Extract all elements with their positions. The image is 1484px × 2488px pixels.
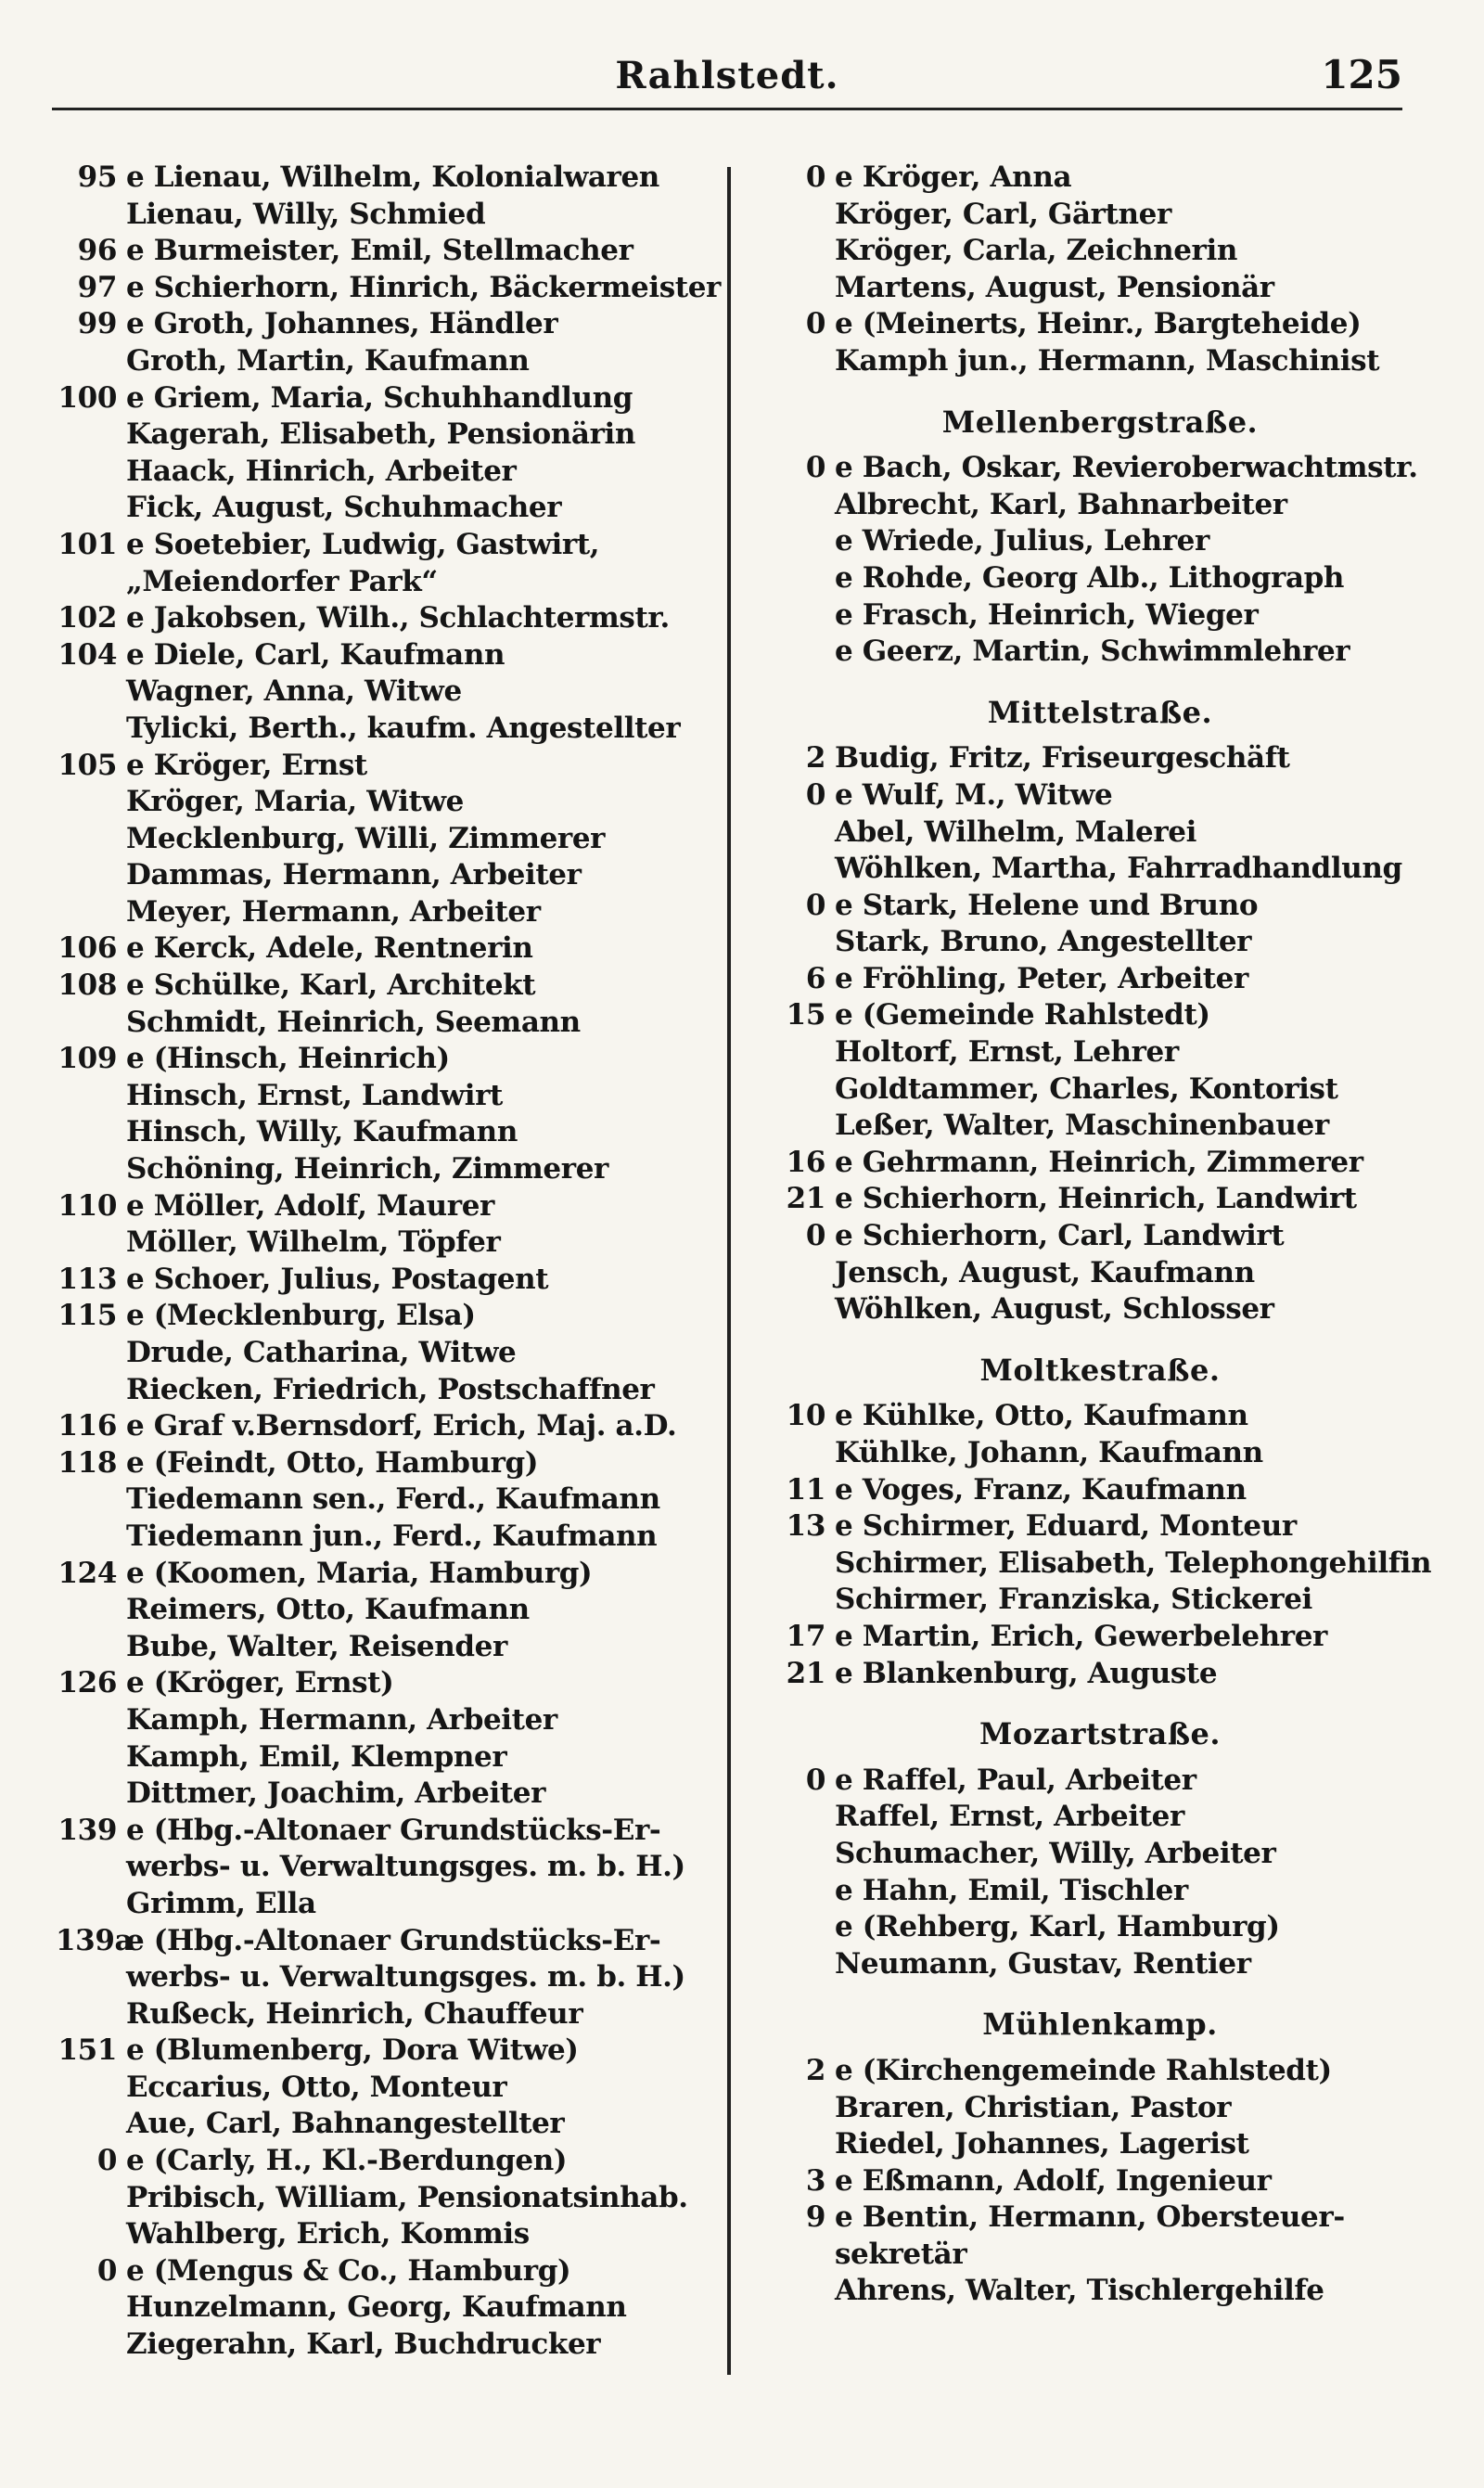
directory-entry (56, 2070, 720, 2107)
directory-entry (770, 634, 1430, 671)
entry-text: Hunzelmann, Georg, Kaufmann (126, 2290, 627, 2325)
directory-entry (56, 1481, 720, 1519)
directory-entry (56, 1592, 720, 1629)
directory-entry (770, 1472, 1430, 1509)
house-number: 0 (805, 1219, 825, 1253)
entry-text: Eccarius, Otto, Monteur (126, 2070, 507, 2104)
directory-entry (770, 1799, 1430, 1836)
entry-text: Ahrens, Walter, Tischlergehilfe (835, 2274, 1324, 2308)
entry-text: e Schülke, Karl, Architekt (126, 968, 536, 1003)
directory-entry (770, 2199, 1430, 2237)
directory-entry (56, 1996, 720, 2033)
entry-text: e (Gemeinde Rahlstedt) (835, 998, 1210, 1032)
house-number: 102 (58, 601, 117, 635)
entry-text: e Stark, Helene und Bruno (835, 888, 1259, 922)
directory-entry (56, 1041, 720, 1078)
directory-entry (56, 1188, 720, 1225)
house-number: 0 (805, 160, 825, 194)
directory-entry (770, 851, 1430, 888)
directory-entry (56, 1665, 720, 1702)
entry-text: Leßer, Walter, Maschinenbauer (835, 1109, 1329, 1143)
directory-entry (770, 1763, 1430, 1800)
entry-text: Wagner, Anna, Witwe (126, 674, 462, 709)
entry-text: e Frasch, Heinrich, Wieger (835, 597, 1259, 632)
directory-entry (770, 306, 1430, 343)
directory-entry (770, 961, 1430, 998)
entry-text: Kühlke, Johann, Kaufmann (835, 1436, 1263, 1469)
directory-entry (770, 1435, 1430, 1472)
entry-text: „Meiendorfer Park“ (126, 564, 438, 598)
entry-text: e Graf v.Bernsdorf, Erich, Maj. a.D. (126, 1409, 677, 1443)
house-number: 0 (805, 777, 825, 812)
left-column (56, 160, 720, 2364)
entry-text: Kröger, Carla, Zeichnerin (835, 234, 1238, 268)
directory-entry (770, 2273, 1430, 2310)
directory-entry (770, 997, 1430, 1034)
entry-text: e (Hbg.-Altonaer Grundstücks-Er- (126, 1813, 661, 1847)
directory-entry (56, 417, 720, 454)
street-heading: Mühlenkamp. (982, 2007, 1218, 2043)
entry-text: Haack, Hinrich, Arbeiter (126, 454, 517, 488)
entry-text: e Gehrmann, Heinrich, Zimmerer (835, 1145, 1363, 1179)
entry-text: Tiedemann sen., Ferd., Kaufmann (126, 1482, 660, 1517)
entry-text: e Kerck, Adele, Rentnerin (126, 931, 533, 966)
directory-entry (56, 748, 720, 785)
entry-text: Schumacher, Willy, Arbeiter (835, 1836, 1276, 1870)
house-number: 0 (805, 1763, 825, 1797)
house-number: 139a (56, 1923, 134, 1957)
directory-entry (770, 1836, 1430, 1873)
directory-entry (56, 1151, 720, 1188)
entry-text: Wahlberg, Erich, Kommis (126, 2217, 530, 2251)
entry-text: e (Mengus & Co., Hamburg) (126, 2253, 571, 2288)
directory-entry (56, 1408, 720, 1445)
entry-text: e (Meinerts, Heinr., Bargteheide) (835, 307, 1362, 341)
entry-text: Dittmer, Joachim, Arbeiter (126, 1776, 546, 1811)
directory-entry (770, 1946, 1430, 1983)
house-number: 17 (786, 1619, 825, 1653)
house-number: 116 (58, 1409, 117, 1443)
directory-entry (56, 2327, 720, 2364)
directory-entry (770, 1034, 1430, 1071)
entry-text: Fick, August, Schuhmacher (126, 491, 562, 525)
directory-entry (56, 490, 720, 527)
entry-text: Wöhlken, August, Schlosser (835, 1292, 1274, 1327)
entry-text: e (Blumenberg, Dora Witwe) (126, 2033, 579, 2068)
entry-text: e Rohde, Georg Alb., Lithograph (835, 560, 1345, 595)
entry-text: Meyer, Hermann, Arbeiter (126, 894, 541, 929)
directory-entry (770, 1071, 1430, 1109)
entry-text: e Eßmann, Adolf, Ingenieur (835, 2163, 1272, 2198)
directory-entry (56, 2033, 720, 2070)
house-number: 96 (77, 234, 117, 268)
entry-text: werbs- u. Verwaltungsges. m. b. H.) (126, 1960, 685, 1994)
entry-text: Kagerah, Elisabeth, Pensionärin (126, 417, 636, 452)
entry-text: Budig, Fritz, Friseurgeschäft (835, 741, 1290, 776)
house-number: 9 (805, 2200, 825, 2235)
entry-text: e Schierhorn, Hinrich, Bäckermeister (126, 270, 721, 304)
directory-entry (770, 1545, 1430, 1583)
entry-text: e (Hbg.-Altonaer Grundstücks-Er- (126, 1923, 661, 1957)
entry-text: e (Carly, H., Kl.-Berdungen) (126, 2144, 568, 2178)
directory-entry (56, 1335, 720, 1372)
directory-entry (770, 814, 1430, 852)
entry-text: Tiedemann jun., Ferd., Kaufmann (126, 1519, 658, 1553)
entry-text: Neumann, Gustav, Rentier (835, 1946, 1251, 1981)
entry-text: Riecken, Friedrich, Postschaffner (126, 1372, 655, 1406)
directory-entry (770, 1218, 1430, 1255)
directory-entry (770, 487, 1430, 524)
directory-entry (56, 1702, 720, 1739)
directory-entry (56, 2253, 720, 2290)
directory-entry (56, 1372, 720, 1409)
entry-text: e Fröhling, Peter, Arbeiter (835, 961, 1248, 995)
directory-entry (770, 1582, 1430, 1619)
house-number: 118 (58, 1445, 117, 1480)
entry-text: Holtorf, Ernst, Lehrer (835, 1035, 1179, 1070)
directory-entry (56, 1556, 720, 1593)
entry-text: Stark, Bruno, Angestellter (835, 925, 1252, 959)
house-number: 104 (58, 637, 117, 672)
directory-entry (56, 306, 720, 343)
entry-text: e (Kröger, Ernst) (126, 1666, 394, 1700)
house-number: 95 (77, 160, 117, 194)
house-number: 97 (77, 270, 117, 304)
directory-entry (56, 1078, 720, 1115)
house-number: 0 (805, 888, 825, 922)
house-number: 10 (786, 1399, 825, 1433)
directory-entry (770, 1181, 1430, 1218)
entry-text: Tylicki, Berth., kaufm. Angestellter (126, 711, 681, 745)
entry-text: Drude, Catharina, Witwe (126, 1336, 517, 1369)
entry-text: werbs- u. Verwaltungsges. m. b. H.) (126, 1850, 685, 1884)
directory-entry (770, 2163, 1430, 2200)
directory-entry (56, 821, 720, 858)
house-number: 108 (58, 968, 117, 1003)
directory-entry (56, 673, 720, 711)
directory-entry (56, 2289, 720, 2327)
directory-entry (56, 711, 720, 748)
page-title: Rahlstedt. (615, 54, 839, 97)
entry-text: Riedel, Johannes, Lagerist (835, 2127, 1249, 2161)
house-number: 2 (805, 2053, 825, 2087)
directory-entry (56, 2143, 720, 2180)
entry-text: e (Kirchengemeinde Rahlstedt) (835, 2053, 1332, 2087)
directory-entry (770, 1508, 1430, 1545)
entry-text: Mecklenburg, Willi, Zimmerer (126, 821, 606, 855)
directory-entry (770, 450, 1430, 487)
directory-entry (770, 233, 1430, 270)
entry-text: sekretär (835, 2237, 967, 2271)
directory-entry (56, 160, 720, 197)
street-heading: Mozartstraße. (979, 1716, 1221, 1752)
entry-text: Lienau, Willy, Schmied (126, 197, 486, 231)
entry-text: e Martin, Erich, Gewerbelehrer (835, 1619, 1327, 1653)
house-number: 124 (58, 1556, 117, 1590)
directory-entry (770, 560, 1430, 597)
entry-text: Albrecht, Karl, Bahnarbeiter (835, 487, 1287, 521)
house-number: 113 (58, 1262, 117, 1296)
directory-entry (56, 233, 720, 270)
directory-entry (56, 1298, 720, 1335)
entry-text: Groth, Martin, Kaufmann (126, 343, 530, 378)
entry-text: Möller, Wilhelm, Töpfer (126, 1225, 501, 1260)
entry-text: Kröger, Carl, Gärtner (835, 197, 1171, 231)
directory-entry (56, 454, 720, 491)
entry-text: e (Feindt, Otto, Hamburg) (126, 1445, 539, 1480)
directory-entry (770, 2053, 1430, 2090)
directory-entry (56, 857, 720, 894)
street-heading: Mittelstraße. (987, 694, 1213, 730)
entry-text: Kamph, Emil, Klempner (126, 1739, 507, 1774)
directory-entry (56, 1849, 720, 1886)
entry-text: e Blankenburg, Auguste (835, 1656, 1218, 1690)
directory-entry (770, 924, 1430, 961)
entry-text: e Schoer, Julius, Postagent (126, 1262, 549, 1296)
directory-entry (56, 930, 720, 968)
entry-text: Ziegerahn, Karl, Buchdrucker (126, 2328, 601, 2362)
entry-text: Kamph jun., Hermann, Maschinist (835, 343, 1380, 378)
directory-entry (56, 600, 720, 637)
entry-text: e Jakobsen, Wilh., Schlachtermstr. (126, 601, 670, 635)
directory-entry (56, 968, 720, 1005)
directory-entry (56, 1739, 720, 1776)
directory-entry (770, 1398, 1430, 1435)
entry-text: Bube, Walter, Reisender (126, 1629, 507, 1663)
house-number: 21 (786, 1182, 825, 1216)
directory-entry (56, 894, 720, 931)
entry-text: e Raffel, Paul, Arbeiter (835, 1763, 1196, 1797)
house-number: 6 (805, 961, 825, 995)
directory-entry (56, 1629, 720, 1666)
entry-text: e Wriede, Julius, Lehrer (835, 524, 1209, 558)
directory-entry (770, 1619, 1430, 1656)
house-number: 110 (58, 1188, 117, 1223)
entry-text: e Groth, Johannes, Händler (126, 307, 558, 341)
entry-text: Kamph, Hermann, Arbeiter (126, 1702, 557, 1737)
directory-entry (56, 1005, 720, 1042)
house-number: 101 (58, 527, 117, 561)
house-number: 0 (96, 2253, 117, 2288)
entry-text: e Schierhorn, Heinrich, Landwirt (835, 1182, 1357, 1216)
entry-text: Jensch, August, Kaufmann (835, 1255, 1255, 1289)
directory-entry (56, 1445, 720, 1482)
directory-entry (56, 564, 720, 601)
street-heading: Moltkestraße. (979, 1352, 1221, 1388)
house-number: 15 (786, 998, 825, 1032)
entry-text: e (Rehberg, Karl, Hamburg) (835, 1910, 1280, 1944)
entry-text: e Diele, Carl, Kaufmann (126, 637, 505, 672)
directory-entry (770, 1909, 1430, 1946)
entry-text: e Schirmer, Eduard, Monteur (835, 1509, 1297, 1544)
entry-text: Schmidt, Heinrich, Seemann (126, 1005, 581, 1039)
directory-entry (770, 1291, 1430, 1328)
house-number: 2 (805, 741, 825, 776)
directory-entry (770, 1145, 1430, 1182)
entry-text: Schirmer, Franziska, Stickerei (835, 1583, 1312, 1617)
entry-text: Wöhlken, Martha, Fahrradhandlung (835, 852, 1402, 886)
column-divider (727, 167, 731, 2375)
house-number: 13 (786, 1509, 825, 1544)
entry-text: e Bach, Oskar, Revieroberwachtmstr. (835, 451, 1418, 485)
street-heading: Mellenbergstraße. (941, 404, 1259, 440)
directory-entry (56, 2106, 720, 2143)
directory-entry (56, 1886, 720, 1923)
directory-entry (56, 380, 720, 417)
directory-entry (56, 1959, 720, 1996)
entry-text: e Burmeister, Emil, Stellmacher (126, 234, 633, 268)
entry-text: Raffel, Ernst, Arbeiter (835, 1800, 1184, 1834)
directory-entry (770, 777, 1430, 814)
entry-text: e Wulf, M., Witwe (835, 777, 1113, 812)
house-number: 151 (58, 2033, 117, 2068)
directory-entry (770, 1656, 1430, 1693)
directory-entry (56, 2216, 720, 2253)
directory-entry (56, 784, 720, 821)
directory-entry (56, 1813, 720, 1850)
entry-text: Martens, August, Pensionär (835, 270, 1274, 304)
entry-text: Dammas, Hermann, Arbeiter (126, 858, 582, 892)
entry-text: Hinsch, Ernst, Landwirt (126, 1078, 503, 1112)
house-number: 139 (58, 1813, 117, 1847)
house-number: 115 (58, 1299, 117, 1333)
house-number: 106 (58, 931, 117, 966)
entry-text: Schöning, Heinrich, Zimmerer (126, 1152, 608, 1186)
page-header (52, 48, 1402, 110)
entry-text: e Lienau, Wilhelm, Kolonialwaren (126, 160, 659, 194)
entry-text: Reimers, Otto, Kaufmann (126, 1593, 530, 1627)
directory-entry (56, 527, 720, 564)
right-column (770, 160, 1430, 2310)
directory-entry (770, 343, 1430, 380)
entry-text: e (Koomen, Maria, Hamburg) (126, 1556, 593, 1590)
entry-text: Hinsch, Willy, Kaufmann (126, 1115, 518, 1149)
directory-entry (770, 160, 1430, 197)
house-number: 3 (805, 2163, 825, 2198)
house-number: 0 (96, 2144, 117, 2178)
directory-entry (770, 2237, 1430, 2274)
entry-text: e Kröger, Anna (835, 160, 1072, 194)
directory-entry (770, 2126, 1430, 2163)
house-number: 126 (58, 1666, 117, 1700)
directory-entry (56, 1114, 720, 1151)
entry-text: e Voges, Franz, Kaufmann (835, 1472, 1247, 1507)
directory-entry (56, 197, 720, 234)
house-number: 11 (786, 1472, 825, 1507)
house-number: 0 (805, 451, 825, 485)
directory-entry (770, 740, 1430, 777)
directory-entry (770, 1873, 1430, 1910)
entry-text: Kröger, Maria, Witwe (126, 785, 464, 819)
entry-text: e Griem, Maria, Schuhhandlung (126, 380, 633, 415)
directory-entry (56, 1262, 720, 1299)
entry-text: e Bentin, Hermann, Obersteuer- (835, 2200, 1345, 2235)
entry-text: e Schierhorn, Carl, Landwirt (835, 1219, 1285, 1253)
entry-text: e Soetebier, Ludwig, Gastwirt, (126, 527, 600, 561)
directory-entry (56, 2180, 720, 2217)
house-number: 105 (58, 748, 117, 782)
house-number: 21 (786, 1656, 825, 1690)
directory-entry (770, 523, 1430, 560)
entry-text: e Hahn, Emil, Tischler (835, 1873, 1188, 1907)
entry-text: Rußeck, Heinrich, Chauffeur (126, 1996, 583, 2031)
directory-entry (770, 1108, 1430, 1145)
directory-entry (770, 888, 1430, 925)
entry-text: e Möller, Adolf, Maurer (126, 1188, 494, 1223)
directory-entry (56, 1923, 720, 1960)
directory-entry (770, 597, 1430, 635)
directory-entry (770, 270, 1430, 307)
house-number: 109 (58, 1042, 117, 1076)
entry-text: e (Mecklenburg, Elsa) (126, 1299, 476, 1333)
entry-text: e Kröger, Ernst (126, 748, 367, 782)
house-number: 0 (805, 307, 825, 341)
entry-text: e Geerz, Martin, Schwimmlehrer (835, 635, 1350, 669)
directory-entry (56, 1519, 720, 1556)
directory-entry (770, 2090, 1430, 2127)
directory-entry (56, 270, 720, 307)
directory-entry (770, 197, 1430, 234)
entry-text: Schirmer, Elisabeth, Telephongehilfin (835, 1545, 1432, 1580)
directory-entry (56, 637, 720, 674)
entry-text: Grimm, Ella (126, 1886, 316, 1920)
directory-entry (56, 343, 720, 380)
page-number: 125 (1321, 52, 1402, 97)
house-number: 100 (58, 380, 117, 415)
house-number: 16 (786, 1145, 825, 1179)
entry-text: Aue, Carl, Bahnangestellter (126, 2107, 565, 2141)
entry-text: e Kühlke, Otto, Kaufmann (835, 1399, 1248, 1433)
directory-entry (770, 1255, 1430, 1292)
house-number: 99 (77, 307, 117, 341)
directory-entry (56, 1225, 720, 1262)
entry-text: Goldtammer, Charles, Kontorist (835, 1071, 1338, 1106)
entry-text: Abel, Wilhelm, Malerei (835, 814, 1196, 849)
entry-text: Pribisch, William, Pensionatsinhab. (126, 2180, 688, 2214)
entry-text: Braren, Christian, Pastor (835, 2090, 1232, 2124)
entry-text: e (Hinsch, Heinrich) (126, 1042, 450, 1076)
directory-entry (56, 1776, 720, 1813)
